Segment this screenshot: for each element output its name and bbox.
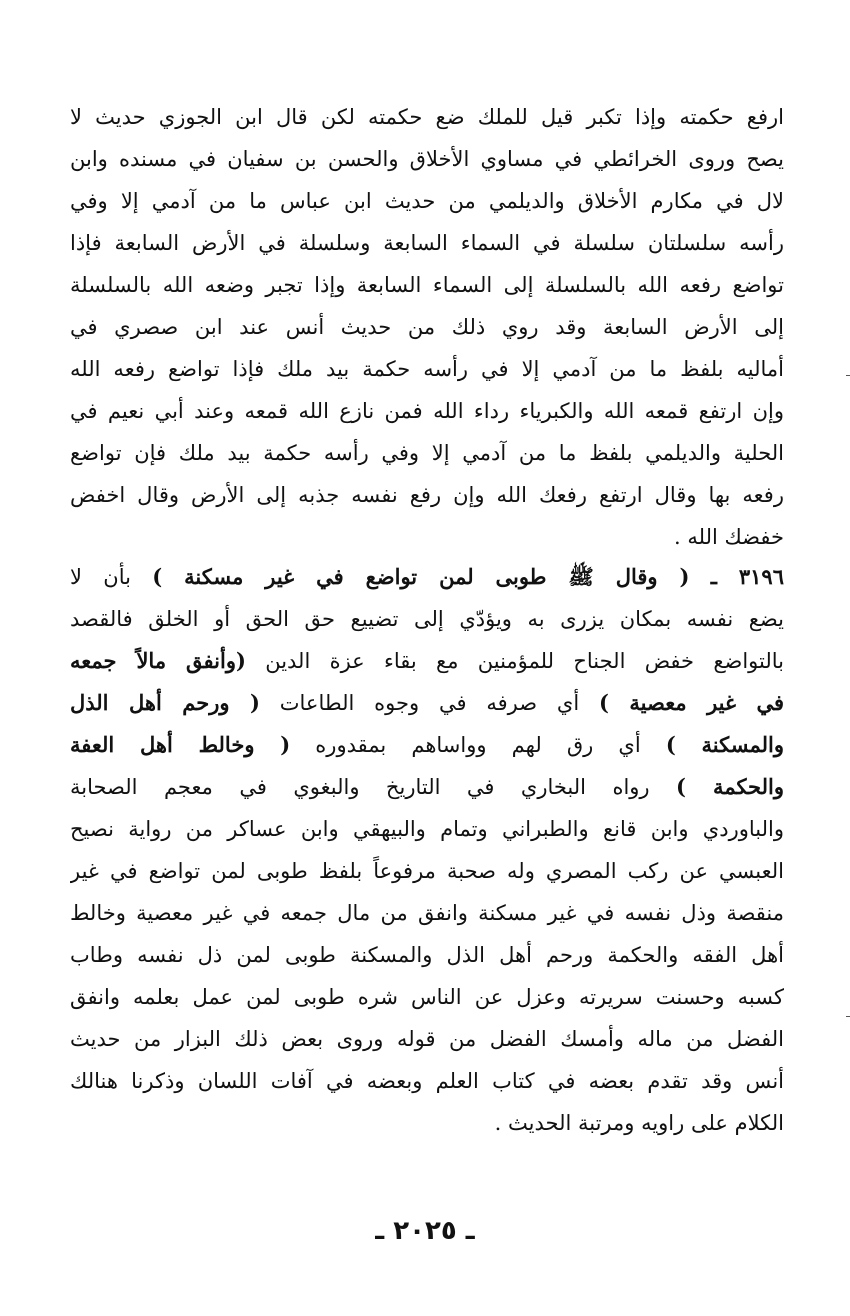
- text-line: أهل الفقه والحكمة ورحم أهل الذل والمسكنة طوبى لمن ذل نفسه وطاب: [70, 943, 784, 967]
- text-line: تواضع رفعه الله بالسلسلة إلى السماء السابعة وإذا تجبر وضعه الله بالسلسلة: [70, 273, 784, 297]
- hadith-text: ( وقال ﷺ طوبى لمن تواضع في غير مسكنة ): [152, 564, 690, 589]
- hadith-heading-line: [70, 556, 784, 598]
- scan-edge-mark: [846, 1016, 850, 1017]
- text-line: كسبه وحسنت سريرته وعزل عن الناس شره طوبى لمن عمل بعلمه وانفق: [70, 985, 784, 1009]
- text-line: منقصة وذل نفسه في غير مسكنة وانفق من مال جمعه في غير معصية وخالط: [70, 901, 784, 925]
- text-line: بأن لا: [70, 565, 131, 589]
- text-line: الحلية والديلمي بلفظ ما من آدمي إلا وفي رأسه حكمة بيد ملك فإن تواضع: [70, 441, 784, 465]
- text-line: والمسكنة ) أي رق لهم وواساهم بمقدوره ( وخالط أهل العفة: [70, 732, 784, 757]
- text-line: الكلام على راويه ومرتبة الحديث .: [494, 1111, 784, 1135]
- text-line: إلى الأرض السابعة وقد روي ذلك من حديث أنس عند ابن صصري في: [70, 315, 784, 339]
- text-line: يضع نفسه بمكان يزرى به ويؤدّي إلى تضييع حق الحق أو الخلق فالقصد: [70, 607, 784, 631]
- text-line: أنس وقد تقدم بعضه في كتاب العلم وبعضه في آفات اللسان وذكرنا هنالك: [70, 1069, 784, 1093]
- text-line: والباوردي وابن قانع والطبراني وتمام والبيهقي وابن عساكر من رواية نصيح: [70, 817, 784, 841]
- hadith-section: [70, 556, 784, 1144]
- text-line: يصح وروى الخرائطي في مساوي الأخلاق والحسن بن سفيان في مسنده وابن: [70, 147, 784, 171]
- text-line: العبسي عن ركب المصري وله صحبة مرفوعاً بلفظ طوبى لمن تواضع في غير: [70, 859, 784, 883]
- text-line: أماليه بلفظ ما من آدمي إلا في رأسه حكمة بيد ملك فإذا تواضع رفعه الله: [70, 357, 784, 381]
- text-line: بالتواضع خفض الجناح للمؤمنين مع بقاء عزة الدين (وأنفق مالاً جمعه: [70, 648, 784, 673]
- text-line: رفعه بها وقال ارتفع رفعك الله وإن رفع نفسه جذبه إلى الأرض وقال اخفض: [70, 483, 784, 507]
- commentary-paragraph: [70, 96, 784, 558]
- text-line: في غير معصية ) أي صرفه في وجوه الطاعات ( ورحم أهل الذل: [70, 690, 784, 715]
- text-line: والحكمة ) رواه البخاري في التاريخ والبغوي في معجم الصحابة: [70, 774, 784, 799]
- text-line: الفضل من ماله وأمسك الفضل من قوله وروى بعض ذلك البزار من حديث: [70, 1027, 784, 1051]
- text-line: وإن ارتفع قمعه الله والكبرياء رداء الله فمن نازع الله قمعه وعند أبي نعيم في: [70, 399, 784, 423]
- text-line: خفضك الله .: [674, 525, 784, 549]
- text-line: رأسه سلسلتان سلسلة في السماء السابعة وسلسلة في الأرض السابعة فإذا: [70, 231, 784, 255]
- hadith-number: ٣١٩٦ ـ: [710, 564, 784, 589]
- scan-edge-mark: [846, 375, 850, 376]
- text-line: لال في مكارم الأخلاق والديلمي من حديث ابن عباس ما من آدمي إلا وفي: [70, 189, 784, 213]
- text-line: ارفع حكمته وإذا تكبر قيل للملك ضع حكمته لكن قال ابن الجوزي حديث لا: [70, 105, 784, 129]
- page-number: ـ ٢٠٢٥ ـ: [375, 1216, 475, 1246]
